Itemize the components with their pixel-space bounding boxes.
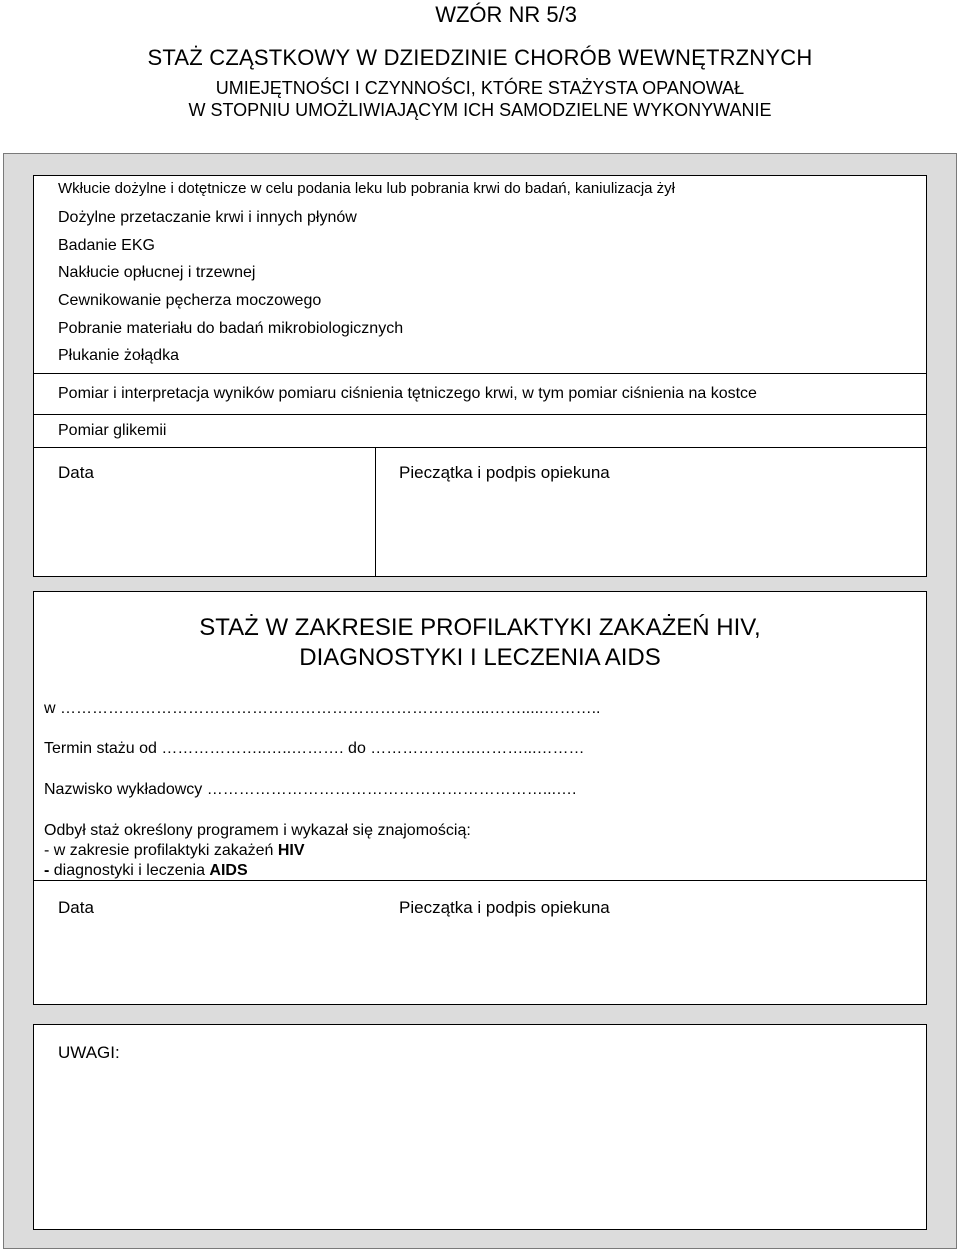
skill-item: Pobranie materiału do badań mikrobiologicznych [58, 320, 404, 337]
signature-divider [375, 448, 376, 577]
stamp-signature-label: Pieczątka i podpis opiekuna [399, 898, 610, 917]
skill-item: Dożylne przetaczanie krwi i innych płynów [58, 209, 357, 226]
completion-item-hiv-text: - w zakresie profilaktyki zakażeń [44, 842, 278, 859]
place-field: w ……………………………………………………………………...…….....……….. [44, 700, 601, 717]
date-label: Data [58, 463, 94, 482]
skill-item: Cewnikowanie pęcherza moczowego [58, 292, 322, 309]
page-subtitle-1: UMIEJĘTNOŚCI I CZYNNOŚCI, KTÓRE STAŻYSTA OPANOWAŁ [215, 78, 745, 98]
page-title: STAŻ CZĄSTKOWY W DZIEDZINIE CHORÓB WEWNĘTRZNYCH [147, 45, 813, 70]
term-field: Termin stażu od ………………..…..………. do ………………..………...……… [44, 740, 585, 757]
stamp-signature-label: Pieczątka i podpis opiekuna [399, 463, 610, 482]
remarks-label: UWAGI: [58, 1043, 120, 1062]
lecturer-field: Nazwisko wykładowcy ………………………………………………………...…. [44, 781, 577, 798]
divider [33, 373, 927, 374]
remarks-box [33, 1024, 927, 1230]
skill-item: Płukanie żołądka [58, 347, 179, 364]
skill-item: Pomiar glikemii [58, 422, 167, 439]
date-label: Data [58, 898, 94, 917]
section2-title-line1: STAŻ W ZAKRESIE PROFILAKTYKI ZAKAŻEŃ HIV, [199, 614, 761, 641]
divider [33, 414, 927, 415]
skills-box [33, 175, 927, 577]
form-number: WZÓR NR 5/3 [435, 2, 577, 27]
skill-item: Pomiar i interpretacja wyników pomiaru ciśnienia tętniczego krwi, w tym pomiar ciśnienia na kostce [58, 385, 757, 402]
aids-keyword: AIDS [209, 862, 248, 879]
page-subtitle-2: W STOPNIU UMOŻLIWIAJĄCYM ICH SAMODZIELNE WYKONYWANIE [188, 100, 772, 120]
completion-item-hiv [44, 842, 305, 860]
divider [33, 880, 927, 881]
skill-item: Nakłucie opłucnej i trzewnej [58, 264, 256, 281]
section2-title-line2: DIAGNOSTYKI I LECZENIA AIDS [299, 644, 661, 671]
hiv-keyword: HIV [277, 842, 305, 859]
completion-item-aids-dash: - [44, 862, 54, 879]
skill-item: Wkłucie dożylne i dotętnicze w celu podania leku lub pobrania krwi do badań, kaniulizacja żył [58, 180, 676, 197]
completion-statement: Odbył staż określony programem i wykazał się znajomością: [44, 822, 471, 839]
divider [33, 447, 927, 448]
completion-item-aids [44, 862, 248, 880]
skill-item: Badanie EKG [58, 237, 155, 254]
completion-item-aids-text: diagnostyki i leczenia [53, 862, 210, 879]
